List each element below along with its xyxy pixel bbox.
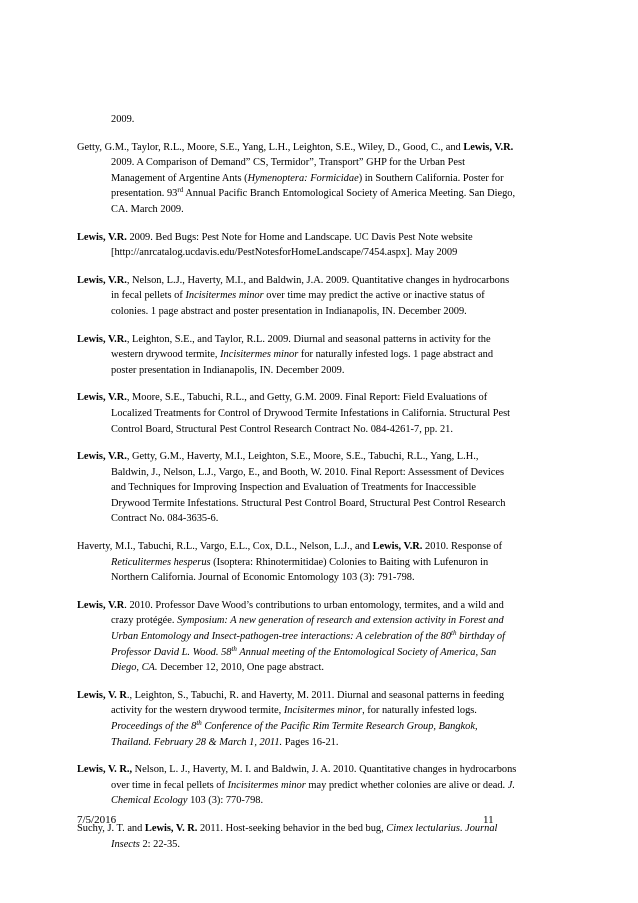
superscript-text: th (196, 719, 202, 727)
italic-text: birthday of Professor David L. Wood. 58 (111, 631, 505, 658)
reference-text: December 12, 2010, One page abstract. (157, 662, 324, 674)
reference-text: 2: 22-35. (139, 838, 180, 850)
footer-date: 7/5/2016 (77, 814, 117, 826)
reference-text: , Moore, S.E., Tabuchi, R.L., and Getty, G.M. 2009. Final Report: Field Evaluations of Localized Treatments for Control of Drywood Termite Infestations in California. Structural Pest Control Board, Structural Pest Control Research Contract No. 084-4261-7, pp. 21. (111, 392, 511, 435)
footer-page-number: 11 (483, 814, 494, 826)
italic-text: Incisitermes minor (220, 349, 299, 361)
italic-text: Hymenoptera: Formicidae (247, 172, 359, 184)
reference-entry (77, 390, 517, 437)
reference-text: . 2010. Professor Dave Wood’s contributions to urban entomology, termites, and a wild and crazy protégée. (111, 599, 504, 627)
author-name-bold: Lewis, V.R. (77, 274, 127, 286)
reference-entry (77, 821, 517, 852)
author-name-bold: Lewis, V.R. (77, 451, 127, 463)
reference-text: , Nelson, L.J., Haverty, M.I., and Baldwin, J.A. 2009. Quantitative changes in hydrocarbons in fecal pellets of (111, 274, 510, 302)
reference-text: 2011. Host-seeking behavior in the bed bug, (197, 822, 387, 834)
reference-text: Nelson, L. J., Haverty, M. I. and Baldwin, J. A. 2010. Quantitative changes in hydrocarbons over time in fecal pellets of (111, 764, 517, 791)
reference-text: 2009. (111, 114, 135, 125)
italic-text: Journal Insects (111, 822, 498, 850)
superscript-text: rd (177, 186, 184, 195)
italic-text: Annual meeting of the Entomological Society of America, San Diego, CA. (111, 646, 497, 674)
reference-entry (77, 332, 517, 379)
author-name-bold: Lewis, V.R. (77, 333, 127, 345)
reference-entry (77, 539, 517, 586)
reference-text: 2010. Response of (422, 541, 503, 553)
italic-text: Conference of the Pacific Rim Termite Research Group, Bangkok, Thailand. February 28 & March 1, 2011. (111, 721, 478, 748)
reference-text: 103 (3): 770-798. (187, 795, 264, 807)
author-name-bold: Lewis, V. R., (77, 764, 133, 776)
reference-entry (77, 230, 517, 261)
reference-entry (77, 598, 517, 676)
reference-entry (77, 449, 517, 527)
reference-text: Annual Pacific Branch Entomological Society of America Meeting. San Diego, CA. March 2009. (111, 188, 516, 215)
italic-text: Cimex lectularius (386, 822, 460, 834)
reference-text: for naturally infested logs. 1 page abstract and poster presentation in Indianapolis, IN. December 2009. (111, 349, 494, 376)
reference-text: Getty, G.M., Taylor, R.L., Moore, S.E., Yang, L.H., Leighton, S.E., Wiley, D., Good, C., and (77, 141, 464, 153)
reference-text: ., Leighton, S., Tabuchi, R. and Haverty, M. 2011. Diurnal and seasonal patterns in feeding activity for the western drywood termite, (111, 689, 505, 717)
reference-entry (77, 688, 517, 750)
author-name-bold: Lewis, V.R (77, 599, 125, 611)
italic-text: Proceedings of the 8 (111, 721, 197, 732)
reference-text: , Leighton, S.E., and Taylor, R.L. 2009. Diurnal and seasonal patterns in activity for the western drywood termite, (111, 333, 491, 361)
reference-entry (77, 762, 517, 809)
author-name-bold: Lewis, V.R. (77, 392, 127, 404)
reference-text: , for naturally infested logs. (362, 705, 477, 717)
reference-text: , Getty, G.M., Haverty, M.I., Leighton, S.E., Moore, S.E., Tabuchi, R.L., Yang, L.H., Baldwin, J., Nelson, L.J., Vargo, E., and Booth, W. 2010. Final Report: Assessment of Devices and Techniques for Improving Inspection and Evaluation of Treatments for Inaccessible Drywood Termite Infestations. Structural Pest Control Board, Structural Pest Control Research Contract No. 084-3635-6. (111, 451, 506, 525)
reference-text: 2009. Bed Bugs: Pest Note for Home and Landscape. UC Davis Pest Note website [http://anrcatalog.ucdavis.edu/PestNotesforHomeLandscape/7454.aspx]. May 2009 (111, 231, 473, 259)
italic-text: Incisitermes minor (227, 779, 306, 791)
reference-text: Pages 16-21. (282, 736, 339, 748)
superscript-text: th (451, 629, 457, 638)
author-name-bold: Lewis, V. R. (144, 822, 198, 834)
superscript-text: th (231, 644, 237, 653)
reference-text: (Isoptera: Rhinotermitidae) Colonies to Baiting with Lufenuron in Northern California. Journal of Economic Entomology 103 (3): 791-798. (111, 556, 489, 584)
reference-entry (77, 273, 517, 320)
italic-text: Incisitermes minor (185, 290, 264, 302)
reference-entry (77, 140, 517, 218)
author-name-bold: Lewis, V. R (77, 689, 127, 701)
reference-text: Suchy, J. T. and (77, 822, 145, 834)
reference-text: ) in Southern California. Poster for presentation. 93 (111, 172, 504, 200)
reference-text: over time may predict the active or inactive status of colonies. 1 page abstract and poster presentation in Indianapolis, IN. December 2009. (111, 290, 485, 317)
italic-text: J. Chemical Ecology (111, 779, 515, 807)
reference-text: . (459, 822, 466, 834)
italic-text: Incisitermes minor (283, 705, 363, 717)
author-name-bold: Lewis, V.R. (463, 141, 514, 153)
reference-list (77, 112, 517, 864)
reference-continuation (77, 112, 517, 128)
italic-text: Symposium: A new generation of research and extension activity in Forest and Urban Entomology and Insect-pathogen-tree interactions: A celebration of the 80 (111, 615, 504, 643)
reference-text: may predict whether colonies are alive or dead. (305, 779, 508, 791)
author-name-bold: Lewis, V.R. (372, 541, 423, 553)
italic-text: Reticulitermes hesperus (111, 556, 211, 568)
author-name-bold: Lewis, V.R. (77, 231, 127, 243)
reference-text: 2009. A Comparison of Demand” CS, Termidor”, Transport” GHP for the Urban Pest Management of Argentine Ants ( (111, 157, 465, 184)
reference-text: Haverty, M.I., Tabuchi, R.L., Vargo, E.L., Cox, D.L., Nelson, L.J., and (77, 541, 373, 553)
